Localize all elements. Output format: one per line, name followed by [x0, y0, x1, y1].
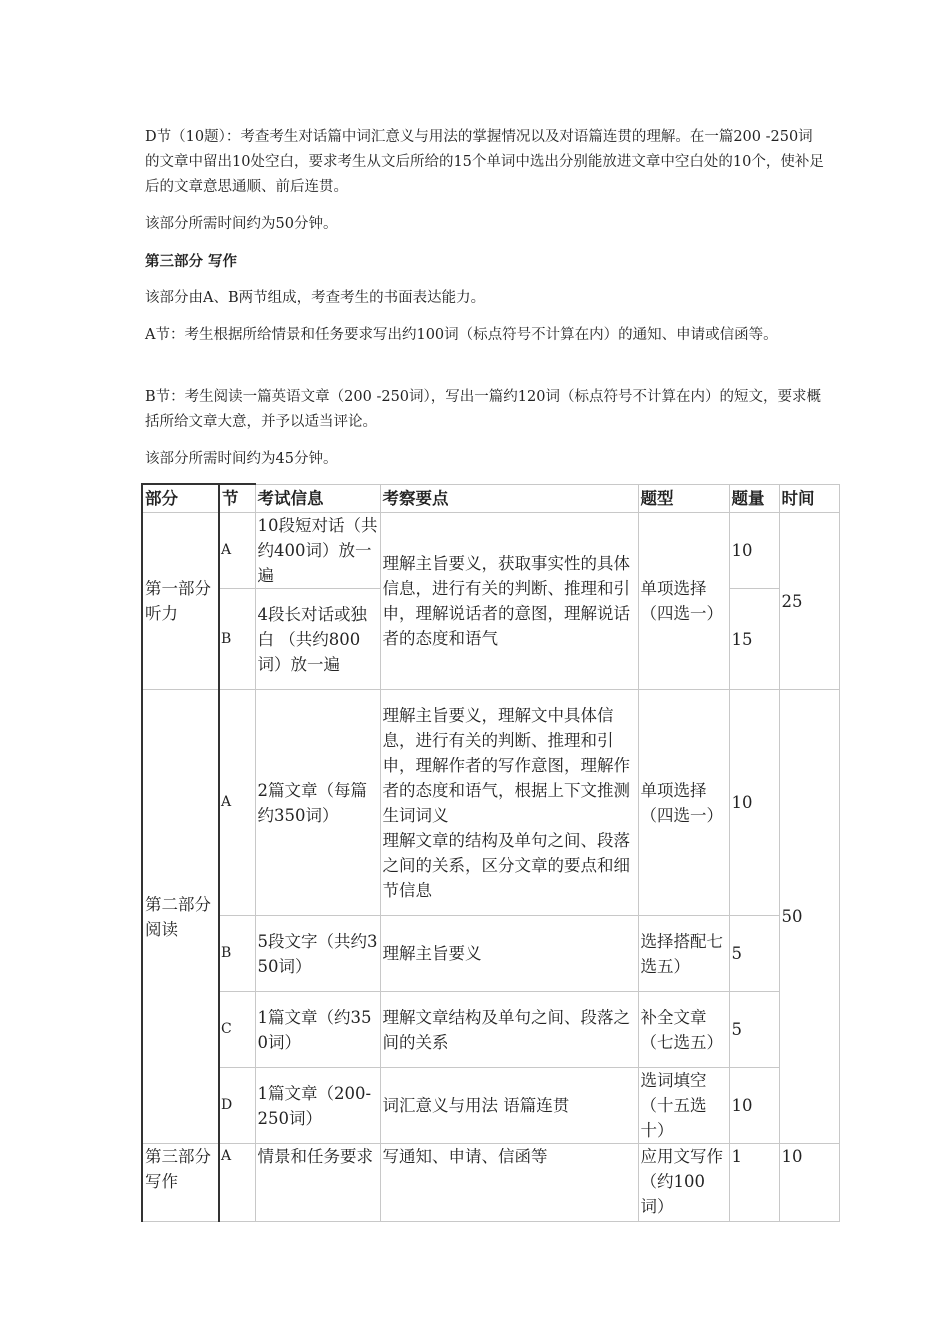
part-time: 25 — [779, 513, 839, 690]
exam-points: 理解主旨要义，获取事实性的具体信息，进行有关的判断、推理和引申，理解说话者的意图，理解说话者的态度和语气 — [380, 513, 638, 690]
exam-info: 1篇文章（约350词） — [255, 992, 380, 1068]
exam-points: 理解主旨要义 — [380, 916, 638, 992]
section-label: A — [219, 690, 255, 916]
section-label: A — [219, 1144, 255, 1222]
header-time: 时间 — [779, 484, 839, 513]
exam-points: 写通知、申请、信函等 — [380, 1144, 638, 1222]
question-count: 5 — [729, 916, 779, 992]
part-reading: 第二部分阅读 — [142, 690, 219, 1144]
section-label: A — [219, 513, 255, 589]
question-type: 单项选择（四选一） — [638, 513, 729, 690]
part3-time-note: 该部分所需时间约为45分钟。 — [145, 451, 338, 467]
section-d-paragraph: D节（10题）：考查考生对话篇中词汇意义与用法的掌握情况以及对语篇连贯的理解。在一篇200 -250词的文章中留出10处空白，要求考生从文后所给的15个单词中选出分别能放进文章中空白处的10个，使补足后的文章意思通顺、前后连贯。 — [145, 129, 824, 195]
header-count: 题量 — [729, 484, 779, 513]
section-label: C — [219, 992, 255, 1068]
table-row — [142, 1068, 839, 1144]
header-info: 考试信息 — [255, 484, 380, 513]
part-time: 10 — [779, 1144, 839, 1222]
part-time: 50 — [779, 690, 839, 1144]
question-count: 10 — [729, 513, 779, 589]
header-part: 部分 — [142, 484, 219, 513]
exam-info: 4段长对话或独白 （共约800词）放一遍 — [255, 589, 380, 690]
section-label: B — [219, 589, 255, 690]
table-row — [142, 916, 839, 992]
part2-time-note: 该部分所需时间约为50分钟。 — [145, 216, 338, 232]
question-count: 10 — [729, 1068, 779, 1144]
exam-info: 10段短对话（共约400词）放一遍 — [255, 513, 380, 589]
question-count: 5 — [729, 992, 779, 1068]
question-type: 单项选择（四选一） — [638, 690, 729, 916]
question-type: 选择搭配七选五） — [638, 916, 729, 992]
table-row — [142, 992, 839, 1068]
exam-points: 理解文章结构及单句之间、段落之间的关系 — [380, 992, 638, 1068]
part3-section-a: A节：考生根据所给情景和任务要求写出约100词（标点符号不计算在内）的通知、申请或信函等。 — [145, 327, 778, 343]
table-row — [142, 1144, 839, 1222]
exam-info: 5段文字（共约350词） — [255, 916, 380, 992]
question-type: 应用文写作 （约100词） — [638, 1144, 729, 1222]
part3-heading: 第三部分 写作 — [145, 253, 238, 270]
header-section: 节 — [219, 484, 255, 513]
header-points: 考察要点 — [380, 484, 638, 513]
question-count: 10 — [729, 690, 779, 916]
table-row — [142, 513, 839, 589]
question-count: 1 — [729, 1144, 779, 1222]
header-type: 题型 — [638, 484, 729, 513]
part-writing: 第三部分写作 — [142, 1144, 219, 1222]
exam-points: 词汇意义与用法 语篇连贯 — [380, 1068, 638, 1144]
part-listening: 第一部分听力 — [142, 513, 219, 690]
part3-intro: 该部分由A、B两节组成，考查考生的书面表达能力。 — [145, 290, 486, 306]
part3-section-b: B节：考生阅读一篇英语文章（200 -250词），写出一篇约120词（标点符号不计算在内）的短文，要求概括所给文章大意，并予以适当评论。 — [145, 389, 821, 430]
exam-points: 理解主旨要义，理解文中具体信息，进行有关的判断、推理和引申，理解作者的写作意图，理解作者的态度和语气，根据上下文推测生词词义 理解文章的结构及单句之间、段落之间的关系，区分文章的要点和细节信息 — [380, 690, 638, 916]
exam-structure-table — [141, 483, 840, 1222]
question-type: 选词填空（十五选十） — [638, 1068, 729, 1144]
exam-info: 情景和任务要求 — [255, 1144, 380, 1222]
table-row — [142, 690, 839, 916]
exam-info: 1篇文章（200-250词） — [255, 1068, 380, 1144]
section-label: D — [219, 1068, 255, 1144]
section-label: B — [219, 916, 255, 992]
question-count: 15 — [729, 589, 779, 690]
exam-info: 2篇文章（每篇约350词） — [255, 690, 380, 916]
table-header-row — [142, 484, 839, 513]
question-type: 补全文章（七选五） — [638, 992, 729, 1068]
